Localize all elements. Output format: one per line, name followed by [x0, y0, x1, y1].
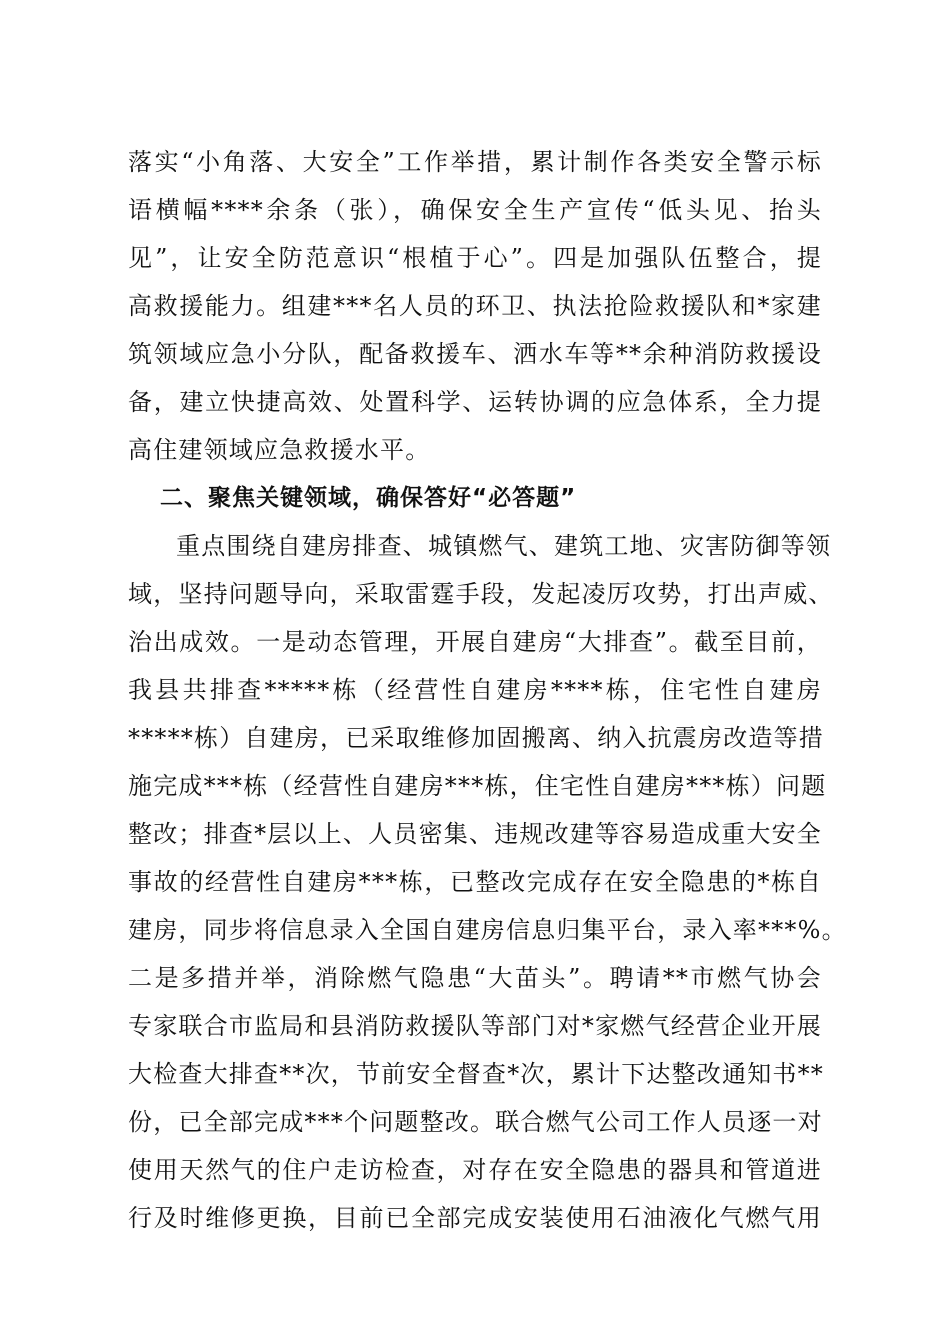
- text-line: 域，坚持问题导向，采取雷霆手段，发起凌厉攻势，打出声威、: [128, 580, 834, 608]
- text-line: 语横幅****余条（张），确保安全生产宣传“低头见、抬头: [128, 196, 822, 224]
- text-line: 建房，同步将信息录入全国自建房信息归集平台，录入率***%。: [128, 916, 847, 944]
- text-line: *****栋）自建房，已采取维修加固搬离、纳入抗震房改造等措: [128, 724, 824, 752]
- text-line: 我县共排查*****栋（经营性自建房****栋，住宅性自建房: [128, 676, 822, 704]
- text-line: 整改；排查*层以上、人员密集、违规改建等容易造成重大安全: [128, 820, 822, 848]
- text-line: 治出成效。一是动态管理，开展自建房“大排查”。截至目前，: [128, 628, 822, 656]
- section-heading: 二、聚焦关键领域，确保答好“必答题”: [160, 485, 577, 511]
- text-line: 备，建立快捷高效、处置科学、运转协调的应急体系，全力提: [128, 388, 822, 416]
- text-line: 筑领域应急小分队，配备救援车、洒水车等**余种消防救援设: [128, 340, 822, 368]
- text-line: 使用天然气的住户走访检查，对存在安全隐患的器具和管道进: [128, 1156, 822, 1184]
- text-line: 行及时维修更换，目前已全部完成安装使用石油液化气燃气用: [128, 1204, 822, 1232]
- text-line: 落实“小角落、大安全”工作举措，累计制作各类安全警示标: [128, 148, 822, 176]
- text-line: 见”，让安全防范意识“根植于心”。四是加强队伍整合，提: [128, 244, 822, 272]
- text-line: 二是多措并举，消除燃气隐患“大苗头”。聘请**市燃气协会: [128, 964, 822, 992]
- text-line: 专家联合市监局和县消防救援队等部门对*家燃气经营企业开展: [128, 1012, 822, 1040]
- text-line: 施完成***栋（经营性自建房***栋，住宅性自建房***栋）问题: [128, 772, 827, 800]
- text-line: 重点围绕自建房排查、城镇燃气、建筑工地、灾害防御等领: [176, 532, 832, 560]
- text-line: 份，已全部完成***个问题整改。联合燃气公司工作人员逐一对: [128, 1108, 823, 1136]
- text-line: 大检查大排查**次，节前安全督查*次，累计下达整改通知书**: [128, 1060, 824, 1088]
- text-line: 高救援能力。组建***名人员的环卫、执法抢险救援队和*家建: [128, 292, 822, 320]
- text-line: 事故的经营性自建房***栋，已整改完成存在安全隐患的*栋自: [128, 868, 822, 896]
- text-line: 高住建领域应急救援水平。: [128, 436, 431, 464]
